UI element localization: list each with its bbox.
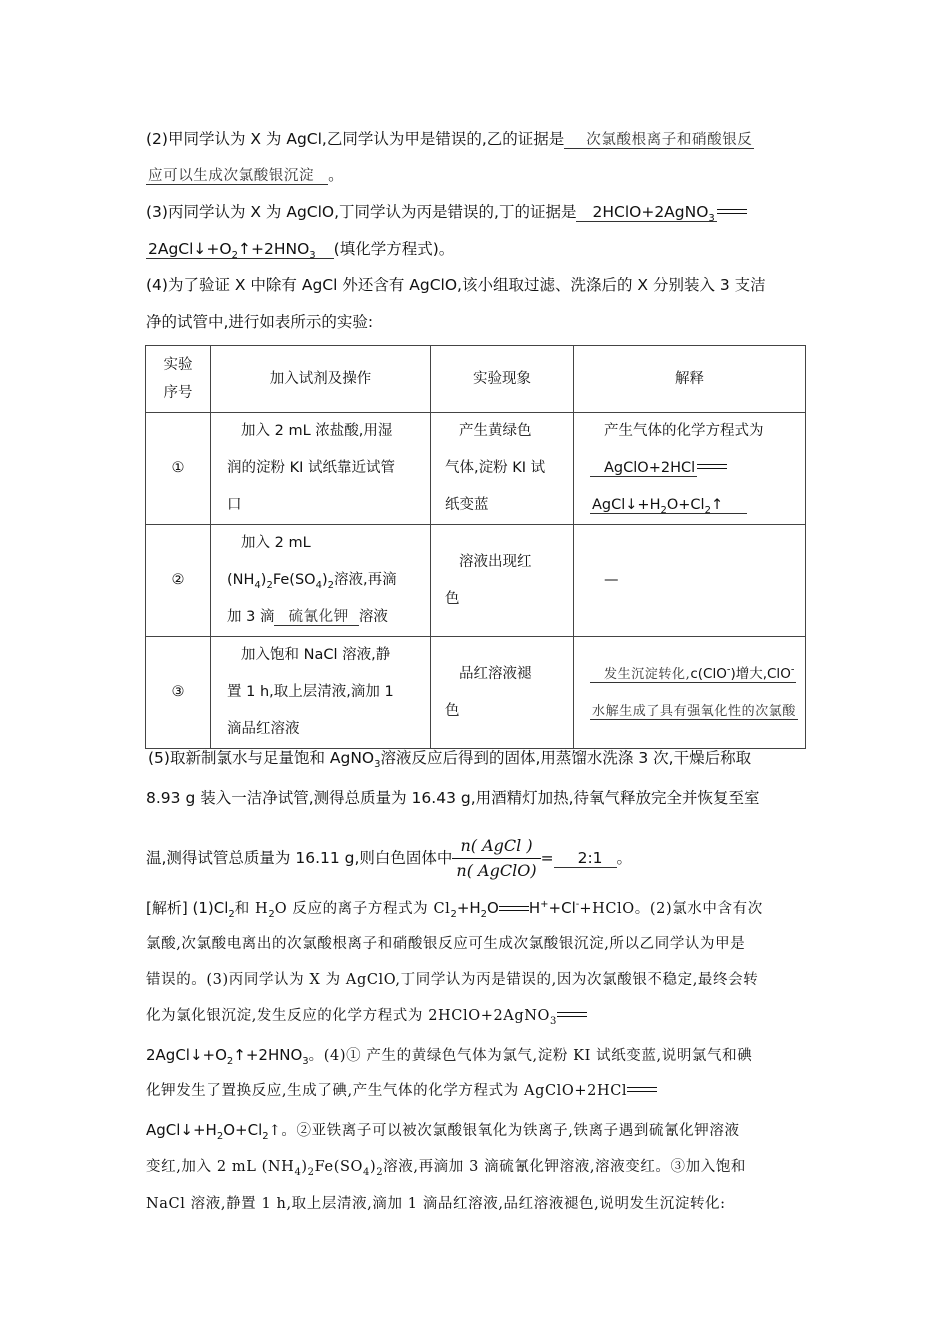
row1-ex-eq-b3: ↑ [710, 497, 724, 513]
row3-ex-l1 [590, 656, 805, 693]
q5-line1 [148, 747, 751, 769]
row2-op-l2 [227, 562, 430, 599]
row1-ex-eq-line2 [590, 487, 805, 524]
row3-ex-l1c: )增大,ClO [730, 665, 791, 682]
analysis-line6 [146, 1080, 657, 1102]
q5-equals: = [540, 849, 554, 867]
equals-sign-icon [697, 463, 727, 473]
row2-op-l2a: (NH [227, 572, 255, 588]
row2-op-l2c: Fe(SO [272, 572, 316, 588]
analysis-l7-c: ↑。②亚铁离子可以被次氯酸银氧化为铁离子,铁离子遇到硫氰化钾溶液 [268, 1123, 740, 1139]
q5-line1-b: 溶液反应后得到的固体,用蒸馏水洗涤 3 次,干燥后称取 [380, 749, 752, 767]
row3-ph-l1: 品红溶液褪 [459, 665, 532, 682]
q3-eq-right-a: 2AgCl↓+O [148, 240, 232, 258]
analysis-line1 [146, 897, 763, 920]
row1-ex-l1: 产生气体的化学方程式为 [604, 423, 764, 439]
analysis-line3: 错误的。(3)丙同学认为 X 为 AgClO,丁同学认为丙是错误的,因为次氯酸银不稳定,最终会转 [146, 972, 759, 988]
analysis-line2: 氯酸,次氯酸电离出的次氯酸根离子和硝酸银反应可生成次氯酸银沉淀,所以乙同学认为甲是 [146, 936, 746, 952]
header-explanation: 解释 [574, 346, 806, 413]
reversible-arrow-icon [499, 904, 529, 914]
row2-op-l3-post: 溶液 [358, 609, 388, 625]
q3-eq-right-sub2: 3 [309, 250, 316, 262]
analysis-l5-a: 2AgCl↓+O [146, 1046, 227, 1064]
table-row [146, 525, 806, 637]
row1-ex-eq-b-sub: 2 [660, 504, 667, 516]
header-id-line1: 实验 [163, 357, 193, 373]
analysis-l1-f: H [528, 899, 541, 917]
analysis-l1-sub3: 2 [450, 909, 457, 920]
row1-id: ① [146, 413, 211, 525]
row3-op-l2: 置 1 h,取上层清液,滴加 1 [227, 684, 394, 700]
analysis-l1-sub2: 2 [268, 909, 275, 920]
q2-line2 [146, 164, 344, 187]
q5-line3 [146, 834, 632, 882]
row2-op-l3-pre: 加 3 滴 [227, 609, 275, 625]
q3-eq-right-b: ↑+2HNO [237, 240, 310, 258]
q3-eq-right-sub: 2 [231, 250, 238, 262]
table-header-row [146, 346, 806, 413]
q3-answer-left [576, 203, 716, 225]
row2-op-l2-sub3: 4 [315, 579, 322, 591]
analysis-l1-a: [解析] (1)Cl [146, 899, 229, 917]
q3-line1 [146, 201, 747, 223]
row1-phenomenon [431, 413, 574, 525]
row1-ph-l2: 气体,淀粉 KI 试 [445, 460, 546, 476]
equals-sign-icon [717, 208, 747, 218]
equals-sign-icon [627, 1086, 657, 1096]
analysis-l8-d: ) [369, 1159, 377, 1175]
q5-line2: 8.93 g 装入一洁净试管,测得总质量为 16.43 g,用酒精灯加热,待氧气释放完全并恢复至室 [146, 789, 760, 807]
q3-answer-right [146, 240, 334, 262]
experiment-table [145, 345, 806, 749]
row2-op-l2e: 溶液,再滴 [334, 572, 397, 588]
analysis-line8 [146, 1156, 746, 1178]
row1-ex-eq-a: AgClO+2HCl [590, 460, 697, 477]
row1-op-l1: 加入 2 mL 浓盐酸,用湿 [241, 423, 393, 439]
row2-op-l2d: ) [321, 572, 328, 588]
row3-operation [211, 637, 431, 749]
analysis-line7 [146, 1119, 740, 1142]
q2-suffix: 。 [328, 166, 344, 184]
analysis-l8-e: 溶液,再滴加 3 滴硫氰化钾溶液,溶液变红。③加入饱和 [383, 1159, 747, 1175]
analysis-l8-a: 变红,加入 2 mL (NH [146, 1159, 295, 1175]
analysis-line4 [146, 1005, 587, 1027]
equals-sign-icon [557, 1011, 587, 1021]
row2-op-l2b: ) [260, 572, 267, 588]
analysis-l5-sub: 2 [226, 1056, 234, 1067]
header-experiment-id [146, 346, 211, 413]
q5-line1-a: (5)取新制氯水与足量饱和 AgNO [148, 749, 375, 767]
q2-answer-part1: 次氯酸根离子和硝酸银反 [564, 132, 754, 149]
row3-ex-l1b: c(ClO [690, 665, 727, 682]
row3-op-l3: 滴品红溶液 [227, 721, 300, 737]
analysis-l1-g: +Cl [548, 899, 576, 917]
analysis-l8-sub3: 4 [362, 1166, 370, 1178]
analysis-l6: 化钾发生了置换反应,生成了碘,产生气体的化学方程式为 AgClO+2HCl [146, 1083, 628, 1099]
row3-phenomenon [431, 637, 574, 749]
table-row [146, 413, 806, 525]
row3-ex-l2-wrap [590, 693, 805, 730]
analysis-l1-sub1: 2 [228, 909, 235, 920]
q3-eq-left-sub: 3 [708, 213, 715, 225]
q5-suffix: 。 [616, 849, 633, 867]
row3-ph-l2: 色 [445, 702, 460, 719]
analysis-l1-sup1: + [540, 899, 549, 910]
row3-explanation [574, 637, 806, 749]
analysis-line9: NaCl 溶液,静置 1 h,取上层清液,滴加 1 滴品红溶液,品红溶液褪色,说明发生沉淀转化: [146, 1196, 726, 1212]
q2-prefix: (2)甲同学认为 X 为 AgCl,乙同学认为甲是错误的,乙的证据是 [146, 130, 565, 148]
row2-phenomenon [431, 525, 574, 637]
analysis-l5-c: 。(4)① 产生的黄绿色气体为氯气,淀粉 KI 试纸变蓝,说明氯气和碘 [308, 1048, 753, 1064]
row2-ph-l2: 色 [445, 590, 460, 607]
row1-ex-eq-b2: O+Cl [666, 497, 705, 513]
row1-op-l2: 润的淀粉 KI 试纸靠近试管 [227, 460, 396, 476]
row3-ex-l2: 水解生成了具有强氧化性的次氯酸 [592, 703, 797, 719]
row1-ex-eq-b-sub2: 2 [704, 504, 711, 516]
analysis-l1-d: +H [456, 899, 481, 917]
q3-suffix: (填化学方程式)。 [333, 240, 455, 258]
q3-line2 [146, 238, 454, 260]
row3-op-l1: 加入饱和 NaCl 溶液,静 [241, 647, 391, 663]
analysis-l5-sub2: 3 [302, 1056, 309, 1067]
row2-op-l2-sub1: 4 [254, 579, 261, 591]
row1-explanation [574, 413, 806, 525]
analysis-l1-sup2: - [575, 899, 580, 910]
analysis-l1-e: O [487, 899, 499, 917]
q2-answer-part2: 应可以生成次氯酸银沉淀 [146, 168, 328, 185]
row2-answer-reagent: 硫氰化钾 [274, 609, 358, 626]
analysis-l4-sub: 3 [550, 1015, 557, 1027]
row1-op-l3: 口 [227, 497, 242, 513]
q5-line1-sub: 3 [374, 759, 381, 771]
q3-prefix: (3)丙同学认为 X 为 AgClO,丁同学认为丙是错误的,丁的证据是 [146, 203, 577, 221]
row2-op-l1: 加入 2 mL [241, 535, 311, 551]
table-row [146, 637, 806, 749]
row3-ex-l1-sup: - [726, 664, 731, 675]
row2-op-l2-sub2: 2 [266, 579, 273, 591]
row1-operation [211, 413, 431, 525]
analysis-l7-b: O+Cl [223, 1121, 263, 1139]
row3-ex-l1-sup2: - [790, 664, 795, 675]
analysis-l7-sub2: 2 [262, 1131, 269, 1142]
row3-id: ③ [146, 637, 211, 749]
header-phenomenon: 实验现象 [431, 346, 574, 413]
row2-operation [211, 525, 431, 637]
row2-op-l3 [227, 599, 430, 636]
row1-ph-l3: 纸变蓝 [445, 497, 489, 513]
analysis-line5 [146, 1044, 752, 1067]
analysis-l1-h: +HClO。(2)氯水中含有次 [579, 901, 763, 917]
fraction-denominator: n( AgClO) [456, 861, 537, 880]
analysis-l8-sub2: 2 [307, 1166, 315, 1178]
row1-ex-eq-line1 [590, 450, 805, 487]
q2-line1 [146, 128, 754, 151]
row2-op-l2-sub4: 2 [327, 579, 335, 591]
analysis-l8-sub4: 2 [376, 1166, 384, 1178]
q5-answer: 2:1 [554, 849, 617, 868]
q3-eq-left: 2HClO+2AgNO [592, 203, 709, 221]
q4-line1: (4)为了验证 X 中除有 AgCl 外还含有 AgClO,该小组取过滤、洗涤后的 X 分别装入 3 支洁 [146, 276, 766, 294]
row2-ph-l1: 溶液出现红 [459, 553, 532, 570]
header-operation: 加入试剂及操作 [211, 346, 431, 413]
row1-ex-eq-b1: AgCl↓+H [592, 497, 661, 513]
analysis-l7-sub: 2 [216, 1131, 224, 1142]
analysis-l5-b: ↑+2HNO [233, 1046, 303, 1064]
analysis-l7-a: AgCl↓+H [146, 1121, 217, 1139]
row3-ex-l1a: 发生沉淀转化, [604, 666, 691, 682]
fraction-numerator: n( AgCl ) [452, 836, 540, 859]
q4-line2: 净的试管中,进行如表所示的实验: [146, 313, 374, 331]
row1-ph-l1: 产生黄绿色 [459, 423, 532, 439]
analysis-l4-a: 化为氯化银沉淀,发生反应的化学方程式为 2HClO+2AgNO [146, 1008, 551, 1024]
row2-ex: — [604, 572, 619, 588]
analysis-l8-b: ) [301, 1159, 308, 1175]
analysis-l1-c: O 反应的离子方程式为 Cl [274, 901, 451, 917]
row2-explanation [574, 525, 806, 637]
row2-id: ② [146, 525, 211, 637]
ratio-fraction [452, 836, 540, 881]
analysis-l8-sub1: 4 [294, 1166, 302, 1178]
analysis-l1-sub4: 2 [480, 909, 488, 920]
analysis-l1-b: 和 H [234, 901, 269, 917]
header-id-line2: 序号 [163, 385, 193, 401]
q5-line3-pre: 温,测得试管总质量为 16.11 g,则白色固体中 [146, 849, 453, 867]
analysis-l8-c: Fe(SO [314, 1159, 363, 1175]
